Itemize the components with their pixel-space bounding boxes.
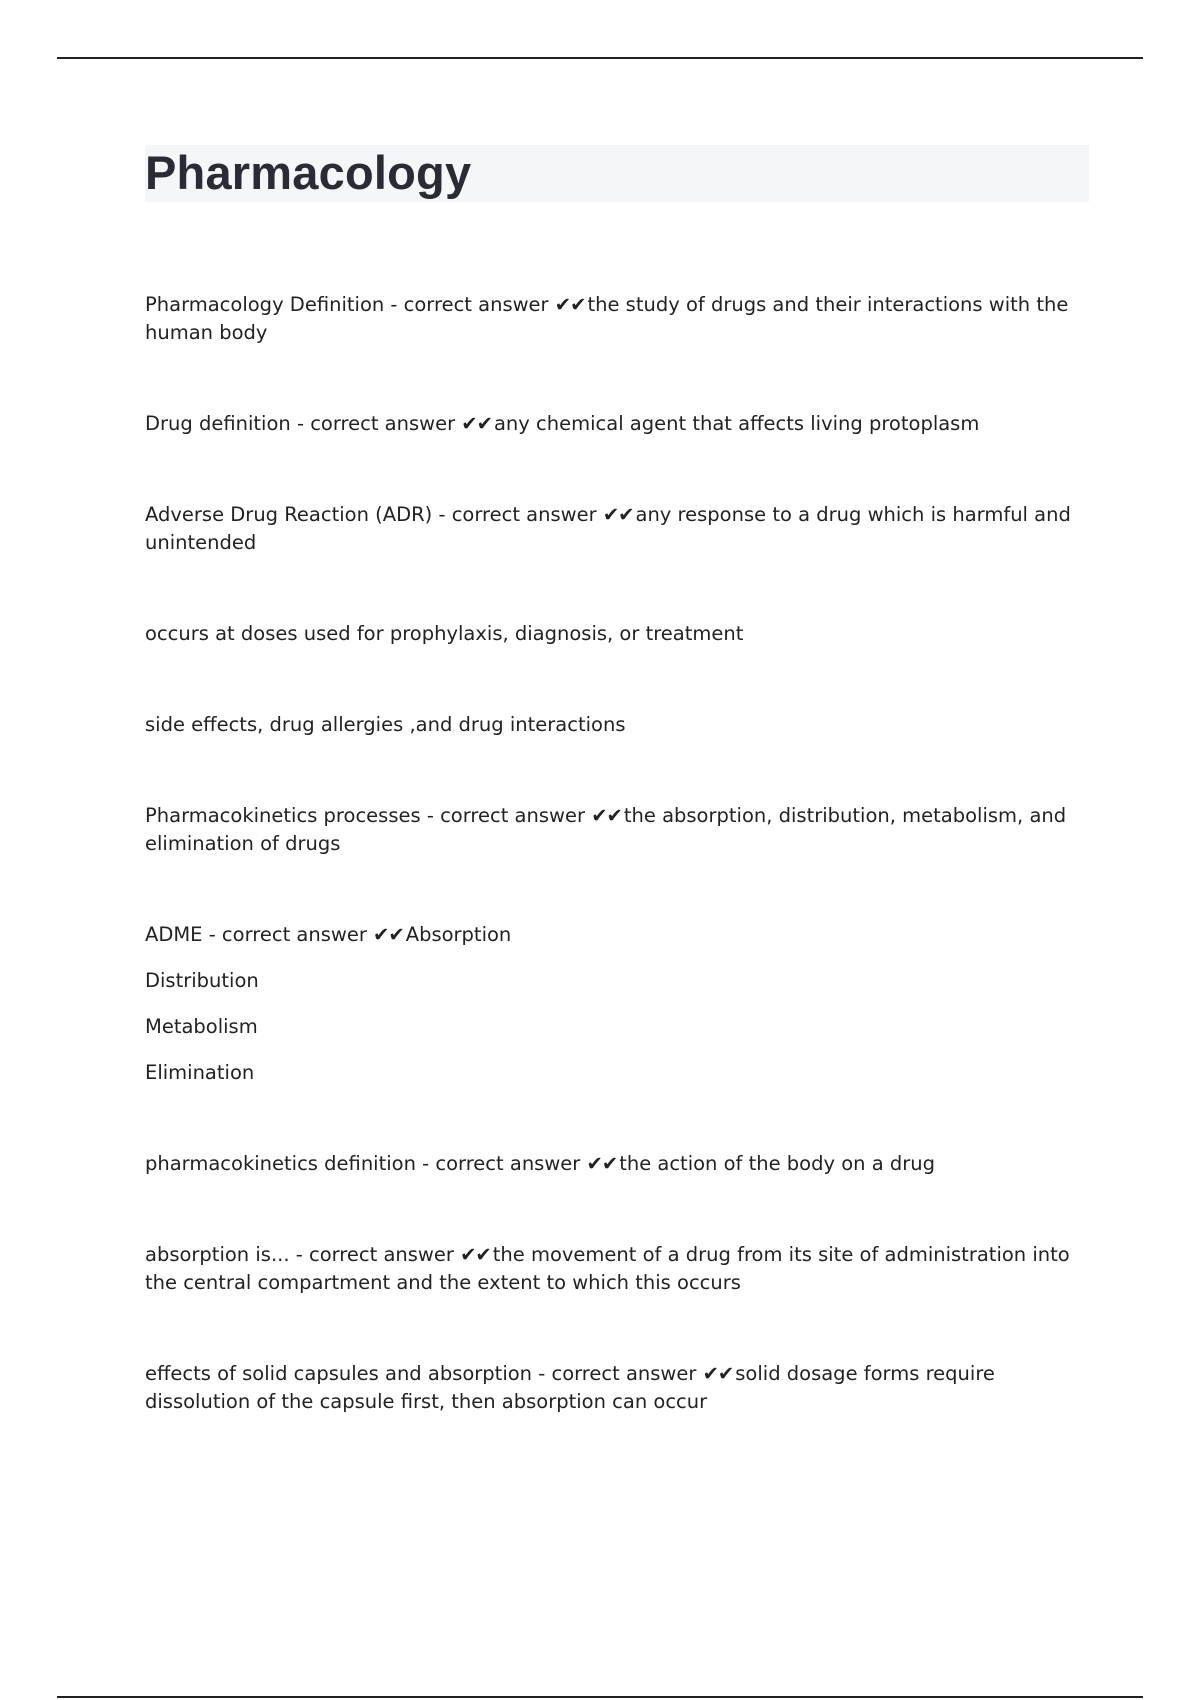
- answer-text: Absorption: [405, 923, 512, 946]
- adme-metabolism: Metabolism: [145, 1015, 258, 1038]
- qa-solid-capsules: [145, 1360, 1075, 1416]
- qa-adverse-drug-reaction: [145, 501, 1075, 557]
- qa-pharmacokinetics-definition: [145, 1150, 1075, 1178]
- answer-text: any chemical agent that affects living protoplasm: [493, 412, 980, 435]
- qa-absorption: [145, 1241, 1075, 1297]
- term-text: effects of solid capsules and absorption - correct answer: [145, 1362, 703, 1385]
- check-mark-icon: ✔✔: [373, 923, 404, 946]
- page-title: Pharmacology: [145, 146, 472, 199]
- check-mark-icon: ✔✔: [702, 1362, 734, 1385]
- term-text: pharmacokinetics definition - correct answer: [145, 1152, 587, 1175]
- check-mark-icon: ✔✔: [602, 503, 634, 526]
- document-body: [145, 291, 1075, 1416]
- qa-pharmacology-definition: [145, 291, 1075, 347]
- adr-detail-types: side effects, drug allergies ,and drug interactions: [145, 713, 626, 736]
- answer-text: the absorption, distribution, metabolism, and elimination of drugs: [145, 804, 1067, 855]
- bottom-rule: [57, 1696, 1143, 1698]
- term-text: ADME - correct answer: [145, 923, 374, 946]
- term-text: Pharmacokinetics processes - correct answer: [145, 804, 592, 827]
- answer-text: the study of drugs and their interactions with the human body: [145, 293, 1069, 344]
- term-text: Drug definition - correct answer: [145, 412, 462, 435]
- adme-distribution: Distribution: [145, 969, 259, 992]
- term-text: absorption is... - correct answer: [145, 1243, 461, 1266]
- answer-text: the action of the body on a drug: [619, 1152, 935, 1175]
- check-mark-icon: ✔✔: [554, 293, 586, 316]
- term-text: Pharmacology Definition - correct answer: [145, 293, 555, 316]
- check-mark-icon: ✔✔: [461, 412, 492, 435]
- check-mark-icon: ✔✔: [586, 1152, 618, 1175]
- adme-elimination: Elimination: [145, 1061, 255, 1084]
- answer-text: solid dosage forms require dissolution of the capsule first, then absorption can occur: [145, 1362, 995, 1413]
- adr-detail-doses: occurs at doses used for prophylaxis, diagnosis, or treatment: [145, 622, 744, 645]
- qa-pharmacokinetics-processes: [145, 802, 1075, 858]
- term-text: Adverse Drug Reaction (ADR) - correct answer: [145, 503, 603, 526]
- top-rule: [57, 57, 1143, 59]
- qa-drug-definition: [145, 410, 1075, 438]
- check-mark-icon: ✔✔: [591, 804, 622, 827]
- qa-adme: [145, 921, 1075, 949]
- answer-text: any response to a drug which is harmful and unintended: [145, 503, 1071, 554]
- answer-text: the movement of a drug from its site of administration into the central compartment and the extent to which this occurs: [145, 1243, 1070, 1294]
- check-mark-icon: ✔✔: [460, 1243, 491, 1266]
